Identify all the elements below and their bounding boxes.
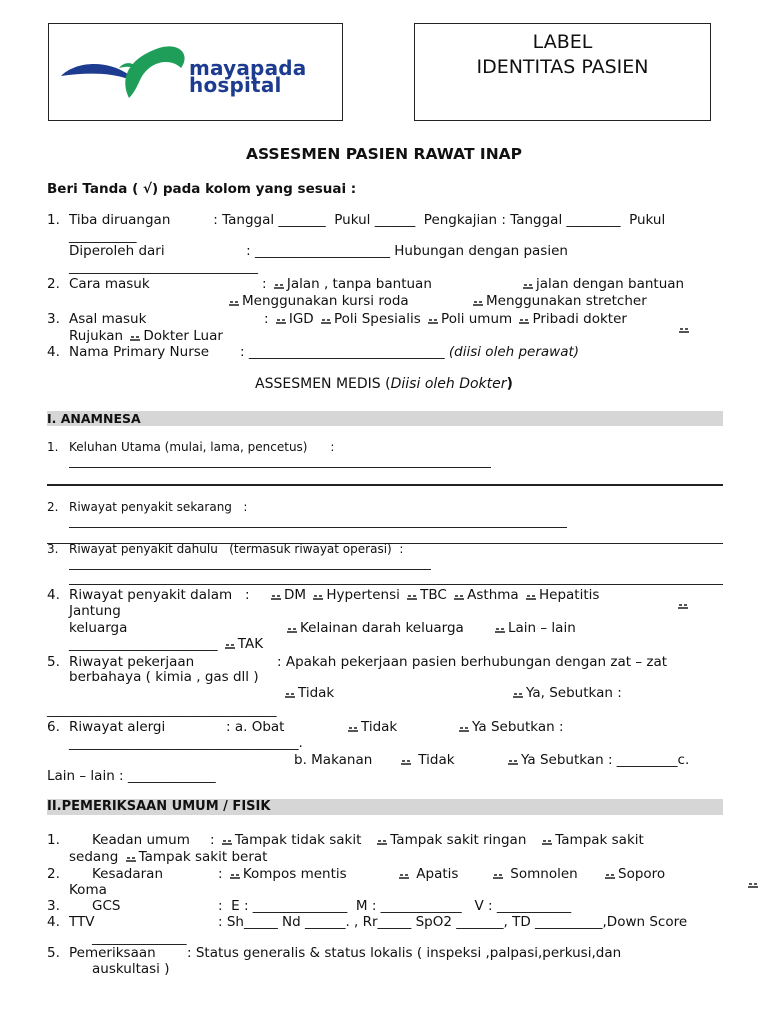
occupation-question: : Apakah pekerjaan pasien berhubungan dengan zat – zat [277, 654, 668, 670]
checkbox-icon[interactable] [495, 628, 505, 633]
item-number: 1. [47, 212, 60, 228]
examination-text-line2: auskultasi ) [92, 961, 170, 977]
chief-complaint-label: Keluhan Utama (mulai, lama, pencetus) : [69, 440, 335, 454]
item-number: 3. [47, 311, 60, 327]
occupation-blank[interactable]: __________________________________ [47, 702, 277, 718]
section-physical-heading: II.PEMERIKSAAN UMUM / FISIK [47, 799, 723, 815]
item-number: 2. [47, 276, 60, 292]
vitals-fields[interactable]: : Sh_____ Nd ______. , Rr_____ SpO2 _______, TD __________,Down Score [218, 914, 688, 930]
general-condition-label: Keadan umum [92, 832, 190, 848]
origin-options: : IGD Poli Spesialis Poli umum Pribadi dokter [264, 311, 627, 327]
allergy-label: Riwayat alergi [69, 719, 166, 735]
section-anamnesa-heading: I. ANAMNESA [47, 411, 723, 426]
family-other-field[interactable]: ______________________ TAK [69, 636, 264, 652]
gcs-label: GCS [92, 898, 121, 914]
examination-label: Pemeriksaan [69, 945, 156, 961]
item-number: 3. [47, 898, 60, 914]
consciousness-koma: Koma [69, 882, 107, 898]
internal-disease-jantung: Jantung [69, 603, 121, 619]
instruction-text: Beri Tanda ( √) pada kolom yang sesuai : [47, 181, 357, 197]
answer-line[interactable] [69, 527, 567, 528]
obtained-from-line: Diperoleh dari : ____________________ Hubungan dengan pasien [69, 243, 568, 259]
checkbox-icon[interactable] [229, 301, 239, 306]
allergy-drug-label: : a. Obat [226, 719, 285, 735]
allergy-food-label: b. Makanan [294, 752, 373, 768]
relation-blank: ____________________________ [69, 259, 258, 275]
item-number: 6. [47, 719, 60, 735]
past-illness-label: Riwayat penyakit dahulu (termasuk riwayat operasi) : [69, 542, 404, 556]
logo-wordmark [189, 56, 307, 97]
checkbox-icon[interactable] [748, 883, 758, 888]
occupation-yes-option[interactable]: Ya, Sebutkan : [510, 685, 622, 701]
entry-option-assisted[interactable]: jalan dengan bantuan [520, 276, 684, 292]
allergy-food-no[interactable]: Tidak [398, 752, 455, 768]
checkbox-icon[interactable] [377, 840, 387, 845]
checkbox-icon[interactable] [679, 328, 689, 333]
patient-label-box [414, 23, 711, 121]
occupation-no-option[interactable]: Tidak [282, 685, 334, 701]
primary-nurse-field[interactable]: : _____________________________ (diisi oleh perawat) [240, 344, 580, 360]
arrival-line: Tiba diruangan : Tanggal _______ Pukul ______ Pengkajian : Tanggal ________ Pukul [69, 212, 666, 228]
item-number: 2. [47, 500, 59, 514]
item-number: 4. [47, 344, 60, 360]
checkbox-icon[interactable] [313, 595, 323, 600]
checkbox-icon[interactable] [230, 874, 240, 879]
checkbox-icon[interactable] [678, 604, 688, 609]
allergy-drug-yes[interactable]: Ya Sebutkan : [456, 719, 564, 735]
checkbox-icon[interactable] [407, 595, 417, 600]
checkbox-icon[interactable] [454, 595, 464, 600]
checkbox-icon[interactable] [428, 319, 438, 324]
page-title: ASSESMEN PASIEN RAWAT INAP [245, 145, 523, 163]
hospital-logo-box [48, 23, 343, 121]
item-number: 3. [47, 542, 59, 556]
allergy-food-yes[interactable]: Ya Sebutkan : _________c. [505, 752, 689, 768]
internal-disease-options: DM Hypertensi TBC Asthma Hepatitis [268, 587, 599, 603]
allergy-drug-blank[interactable]: __________________________________. [69, 735, 303, 751]
allergy-drug-no[interactable]: Tidak [345, 719, 397, 735]
origin-label: Asal masuk [69, 311, 147, 327]
mayapada-logo-icon [59, 38, 189, 108]
checkbox-icon[interactable] [459, 727, 469, 732]
item-number: 5. [47, 654, 60, 670]
checkbox-icon[interactable] [287, 628, 297, 633]
consciousness-soporo[interactable]: Soporo [602, 866, 665, 882]
checkbox-icon[interactable] [399, 874, 409, 879]
checkbox-icon[interactable] [130, 336, 140, 341]
logo-line1: mayapada [189, 56, 307, 80]
checkbox-icon[interactable] [276, 319, 286, 324]
checkbox-icon[interactable] [526, 595, 536, 600]
checkbox-icon[interactable] [271, 595, 281, 600]
answer-line[interactable] [69, 584, 723, 585]
checkbox-icon[interactable] [473, 301, 483, 306]
internal-disease-label: Riwayat penyakit dalam : [69, 587, 250, 603]
entry-option-walk[interactable]: : Jalan , tanpa bantuan [262, 276, 432, 292]
checkbox-icon[interactable] [513, 693, 523, 698]
item-number: 4. [47, 914, 60, 930]
checkbox-icon[interactable] [519, 319, 529, 324]
entry-option-wheelchair[interactable]: Menggunakan kursi roda [226, 293, 409, 309]
allergy-other[interactable]: Lain – lain : _____________ [47, 768, 216, 784]
family-blood-option[interactable]: Kelainan darah keluarga [284, 620, 464, 636]
checkbox-icon[interactable] [348, 727, 358, 732]
item-number: 2. [47, 866, 60, 882]
examination-text: : Status generalis & status lokalis ( inspeksi ,palpasi,perkusi,dan [187, 945, 622, 961]
gcs-fields[interactable]: : E : ______________ M : ____________ V : ___________ [218, 898, 572, 914]
family-label: keluarga [69, 620, 128, 636]
answer-line[interactable] [69, 467, 491, 468]
item-number: 5. [47, 945, 60, 961]
checkbox-icon[interactable] [222, 840, 232, 845]
checkbox-icon[interactable] [126, 857, 136, 862]
vitals-label: TTV [69, 914, 95, 930]
general-condition-options: : Tampak tidak sakit Tampak sakit ringan Tampak sakit [210, 832, 644, 848]
consciousness-somnolen[interactable]: Somnolen [490, 866, 578, 882]
checkbox-icon[interactable] [493, 874, 503, 879]
general-condition-line2: sedang Tampak sakit berat [69, 849, 268, 865]
entry-method-label: Cara masuk [69, 276, 150, 292]
label-line1: LABEL [532, 31, 593, 53]
checkbox-icon[interactable] [274, 284, 284, 289]
checkbox-icon[interactable] [225, 644, 235, 649]
checkbox-icon[interactable] [542, 840, 552, 845]
answer-line[interactable] [69, 569, 431, 570]
origin-options-line2: Rujukan Dokter Luar [69, 328, 223, 344]
checkbox-icon[interactable] [605, 874, 615, 879]
consciousness-apatis[interactable]: Apatis [396, 866, 458, 882]
consciousness-label: Kesadaran [92, 866, 164, 882]
consciousness-options: : Kompos mentis [218, 866, 347, 882]
answer-line[interactable] [47, 484, 723, 486]
checkbox-icon[interactable] [285, 693, 295, 698]
logo-line2: hospital [189, 73, 282, 97]
item-number: 1. [47, 832, 60, 848]
checkbox-icon[interactable] [401, 760, 411, 765]
vitals-blank[interactable]: ______________ [92, 930, 187, 946]
occupation-question-line2: berbahaya ( kimia , gas dll ) [69, 669, 259, 685]
checkbox-icon[interactable] [321, 319, 331, 324]
item-number: 4. [47, 587, 60, 603]
entry-option-stretcher[interactable]: Menggunakan stretcher [470, 293, 647, 309]
occupation-label: Riwayat pekerjaan [69, 654, 195, 670]
family-other-option[interactable]: Lain – lain [492, 620, 576, 636]
checkbox-icon[interactable] [523, 284, 533, 289]
medical-assessment-title: ASSESMEN MEDIS (Diisi oleh Dokter) [255, 376, 513, 392]
item-number: 1. [47, 440, 59, 454]
primary-nurse-label: Nama Primary Nurse [69, 344, 210, 360]
current-illness-label: Riwayat penyakit sekarang : [69, 500, 248, 514]
label-line2: IDENTITAS PASIEN [476, 56, 649, 78]
checkbox-icon[interactable] [508, 760, 518, 765]
arrival-time-blank: __________ [69, 228, 137, 244]
